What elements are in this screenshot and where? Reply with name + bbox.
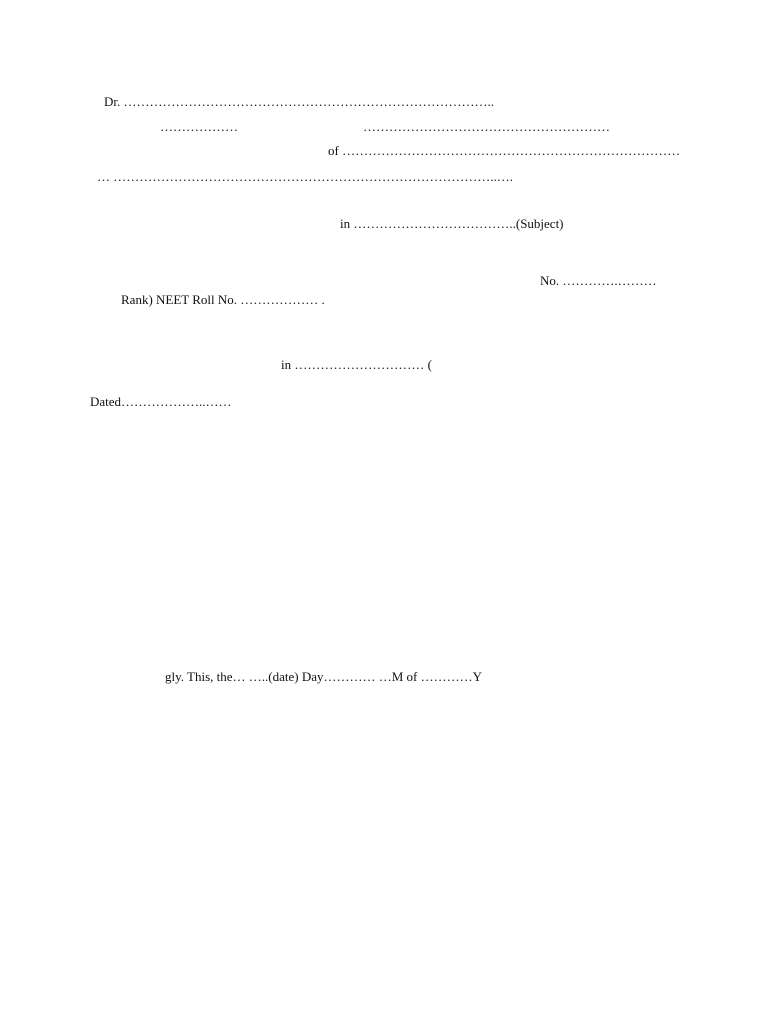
doctor-name-line: Dr. …………………………………………………………………………..: [104, 94, 494, 109]
subject-line: in ………………………………..(Subject): [340, 216, 564, 231]
number-line: No. ………….………: [540, 273, 657, 288]
of-line: of ……………………………………………………………………: [328, 143, 681, 158]
blank-line-right: …………………………………………………: [363, 119, 610, 134]
date-signature-line: gly. This, the… …..(date) Day………… …M of …………Y: [165, 669, 483, 684]
in-line: in ………………………… (: [281, 357, 432, 372]
dated-line: Dated………………..……: [90, 394, 232, 409]
blank-line-left: ………………: [160, 119, 238, 134]
neet-roll-number-line: Rank) NEET Roll No. ……………… .: [121, 292, 325, 307]
continuation-line: … ……………………………………………………………………………..….: [97, 169, 513, 184]
